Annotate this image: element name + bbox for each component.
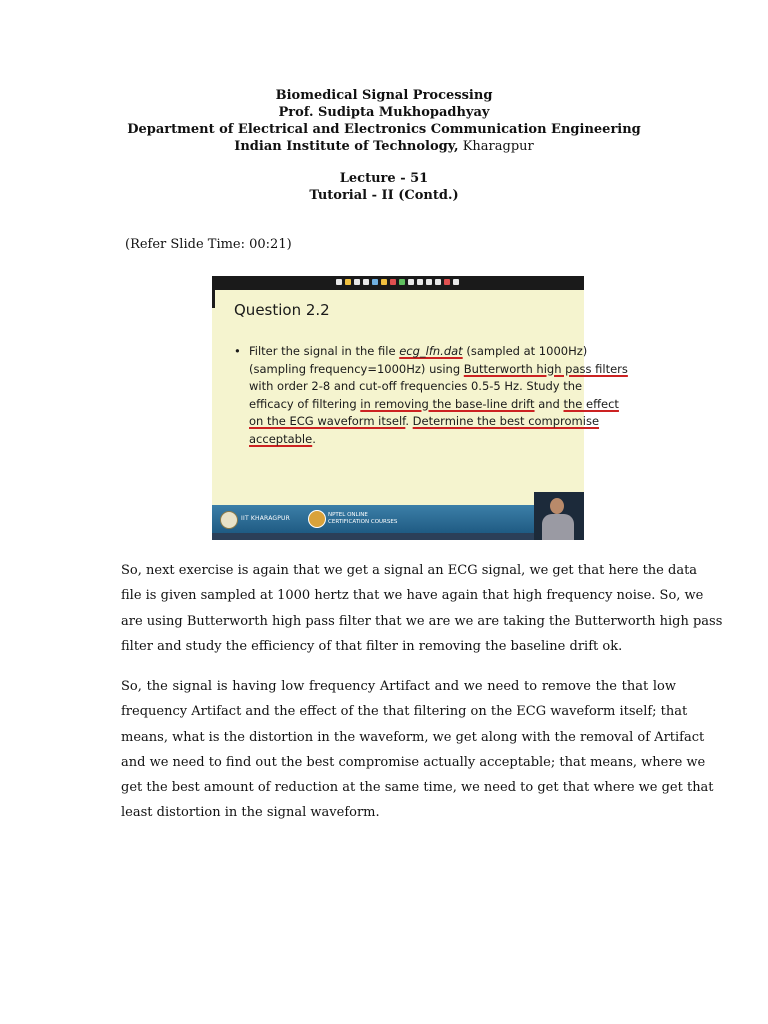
slide-line <box>249 361 628 379</box>
toolbar-tool-icon <box>408 279 414 285</box>
paragraph <box>121 558 723 659</box>
slide-line <box>249 396 619 414</box>
institute-label: Indian Institute of Technology, <box>234 139 459 154</box>
paragraph-line: least distortion in the signal waveform. <box>121 805 380 821</box>
slide-left-marker <box>212 290 215 308</box>
lecture-slide-image <box>212 276 628 540</box>
nptel-logo-icon <box>308 510 326 528</box>
slide-footer-banner <box>212 505 584 533</box>
paragraph-line: filter and study the efficiency of that filter in removing the baseline drift ok. <box>121 638 623 654</box>
toolbar-tool-icon <box>426 279 432 285</box>
toolbar-tool-icon <box>417 279 423 285</box>
lecture-subtitle: Tutorial - II (Contd.) <box>309 188 459 203</box>
slide-text: (sampled at 1000Hz) <box>462 344 588 358</box>
toolbar-tool-icon <box>381 279 387 285</box>
slide-text: with order 2-8 and cut-off frequencies 0.5-5 Hz. Study the <box>249 379 583 394</box>
paragraph-line: file is given sampled at 1000 hertz that we have again that high frequency noise. So, we <box>121 588 704 604</box>
lecture-heading <box>0 170 768 204</box>
slide-underlined-text: on the ECG waveform itself <box>249 414 406 429</box>
paragraph-line: So, the signal is having low frequency Artifact and we need to remove the that low <box>121 679 676 694</box>
footer-nptel-line: CERTIFICATION COURSES <box>328 519 398 525</box>
lecture-number: Lecture - 51 <box>339 171 429 186</box>
slide-toolbar <box>212 276 584 290</box>
presenter-body <box>542 514 574 540</box>
institute-city: Kharagpur <box>458 139 534 154</box>
paragraph-line: So, next exercise is again that we get a signal an ECG signal, we get that here the data <box>121 563 698 578</box>
professor-name: Prof. Sudipta Mukhopadhyay <box>278 105 490 120</box>
toolbar-icon-row <box>336 279 459 287</box>
paragraph-line: and we need to find out the best compromise actually acceptable; that means, where we <box>121 754 706 770</box>
toolbar-tool-icon <box>372 279 378 285</box>
institute-name <box>0 138 768 155</box>
slide-text: . <box>405 414 413 429</box>
toolbar-tool-icon <box>444 279 450 285</box>
slide-filename: ecg_lfn.dat <box>399 344 463 358</box>
slide-text: (sampling frequency=1000Hz) using <box>249 361 464 376</box>
slide-title: Question 2.2 <box>234 301 330 319</box>
slide-underlined-text: acceptable <box>249 431 313 446</box>
slide-line <box>249 431 581 449</box>
slide-line <box>249 343 588 361</box>
slide-taskbar <box>212 533 584 540</box>
bullet-icon: • <box>234 344 241 358</box>
refer-slide-time: (Refer Slide Time: 00:21) <box>125 237 292 252</box>
slide-text: . <box>312 431 316 446</box>
toolbar-tool-icon <box>399 279 405 285</box>
paragraph-line: frequency Artifact and the effect of the that filtering on the ECG waveform itself; that <box>121 704 688 720</box>
course-title: Biomedical Signal Processing <box>275 88 493 103</box>
toolbar-tool-icon <box>390 279 396 285</box>
presenter-head <box>550 498 564 514</box>
toolbar-tool-icon <box>345 279 351 285</box>
toolbar-tool-icon <box>354 279 360 285</box>
document-header <box>0 87 768 155</box>
slide-line <box>249 378 581 396</box>
slide-text: efficacy of filtering <box>249 396 361 411</box>
slide-underlined-text: Butterworth high pass filters <box>463 361 628 376</box>
toolbar-tool-icon <box>336 279 342 285</box>
footer-nptel-line: NPTEL ONLINE <box>328 512 368 518</box>
slide-line <box>249 413 600 431</box>
presenter-video-thumbnail <box>534 492 584 540</box>
paragraph-line: are using Butterworth high pass filter that we are we are taking the Butterworth high pass <box>121 613 723 629</box>
slide-bullet-text <box>249 343 628 449</box>
slide-text: Filter the signal in the file <box>249 344 400 358</box>
paragraph <box>121 674 714 826</box>
footer-iit-label: IIT KHARAGPUR <box>241 515 291 522</box>
slide-underlined-text: in removing the base-line drift <box>360 396 535 411</box>
iit-kharagpur-logo-icon <box>220 511 238 529</box>
toolbar-tool-icon <box>435 279 441 285</box>
slide-underlined-text: Determine the best compromise <box>412 414 600 429</box>
toolbar-tool-icon <box>363 279 369 285</box>
department-name: Department of Electrical and Electronics Communication Engineering <box>127 122 641 137</box>
toolbar-tool-icon <box>453 279 459 285</box>
slide-text: and <box>534 396 564 411</box>
slide-underlined-text: the effect <box>563 396 619 411</box>
paragraph-line: get the best amount of reduction at the same time, we need to get that where we get that <box>121 780 714 796</box>
footer-nptel-label <box>328 512 397 526</box>
paragraph-line: means, what is the distortion in the waveform, we get along with the removal of Artifact <box>121 729 705 745</box>
